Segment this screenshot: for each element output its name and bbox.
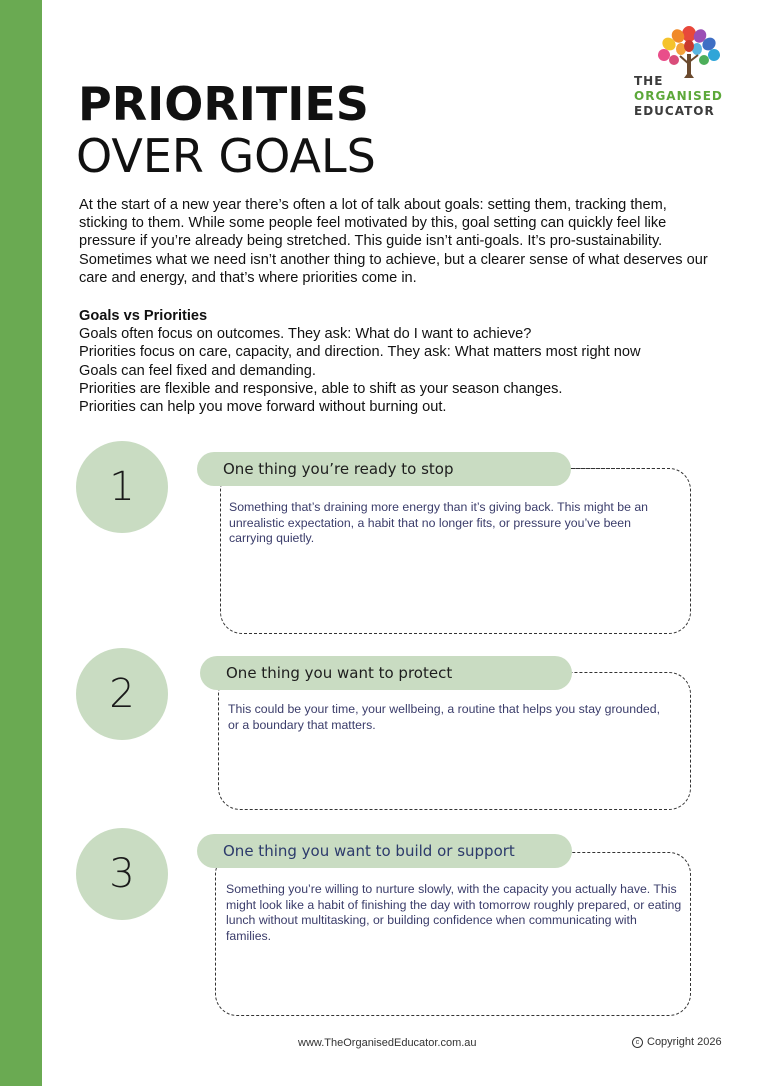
section-2-number: 2: [76, 648, 168, 740]
page-title-line1: PRIORITIES: [78, 77, 369, 131]
footer-copyright: [632, 1036, 722, 1048]
section-1-description: Something that’s draining more energy than it’s giving back. This might be an unrealistic expectation, a habit that no longer fits, or pressure you’ve been carrying quietly.: [229, 500, 649, 545]
section-1-number: 1: [76, 441, 168, 533]
copyright-text: Copyright 2026: [647, 1036, 722, 1048]
section-1-heading: One thing you’re ready to stop: [197, 452, 571, 486]
gvp-line: Priorities can help you move forward without burning out.: [79, 399, 447, 416]
tree-logo-icon: [654, 24, 724, 86]
brand-logo: [634, 24, 730, 124]
logo-text-the: THE: [634, 74, 664, 88]
gvp-line: Priorities are flexible and responsive, able to shift as your season changes.: [79, 380, 563, 397]
copyright-icon: c: [632, 1037, 643, 1048]
section-2-description: This could be your time, your wellbeing, a routine that helps you stay grounded, or a boundary that matters.: [228, 702, 661, 732]
gvp-line: Priorities focus on care, capacity, and direction. They ask: What matters most right now: [79, 344, 641, 361]
page-title-line2: OVER GOALS: [76, 129, 376, 183]
section-3-number: 3: [76, 828, 168, 920]
section-2-heading: One thing you want to protect: [200, 656, 572, 690]
section-3-heading: One thing you want to build or support: [197, 834, 572, 868]
footer-website[interactable]: www.TheOrganisedEducator.com.au: [298, 1037, 477, 1049]
gvp-line: Goals often focus on outcomes. They ask: What do I want to achieve?: [79, 326, 532, 343]
side-accent-bar: [0, 0, 42, 1086]
section-1-writing-box[interactable]: [220, 468, 691, 634]
gvp-line: Goals can feel fixed and demanding.: [79, 362, 316, 379]
section-2-writing-box[interactable]: [218, 672, 691, 810]
logo-text-organised: ORGANISED: [634, 89, 723, 103]
logo-text-educator: EDUCATOR: [634, 104, 715, 118]
goals-vs-priorities: [79, 307, 719, 416]
goals-vs-priorities-heading: Goals vs Priorities: [79, 308, 208, 324]
section-3-description: Something you’re willing to nurture slowly, with the capacity you actually have. This might look like a habit of finishing the day with tomorrow roughly prepared, or eating lunch without multitasking, or building confidence when communicating with families.: [226, 882, 682, 943]
intro-paragraph: At the start of a new year there’s often a lot of talk about goals: setting them, tracking them, sticking to them. While some people feel motivated by this, goal setting can quickly feel like pressure if you’re already being stretched. This guide isn’t anti-goals. It’s pro-sustainability. Sometimes what we need isn’t another thing to achieve, but a clearer sense of what deserves our care and energy, and that’s where priorities come in.: [79, 197, 708, 286]
